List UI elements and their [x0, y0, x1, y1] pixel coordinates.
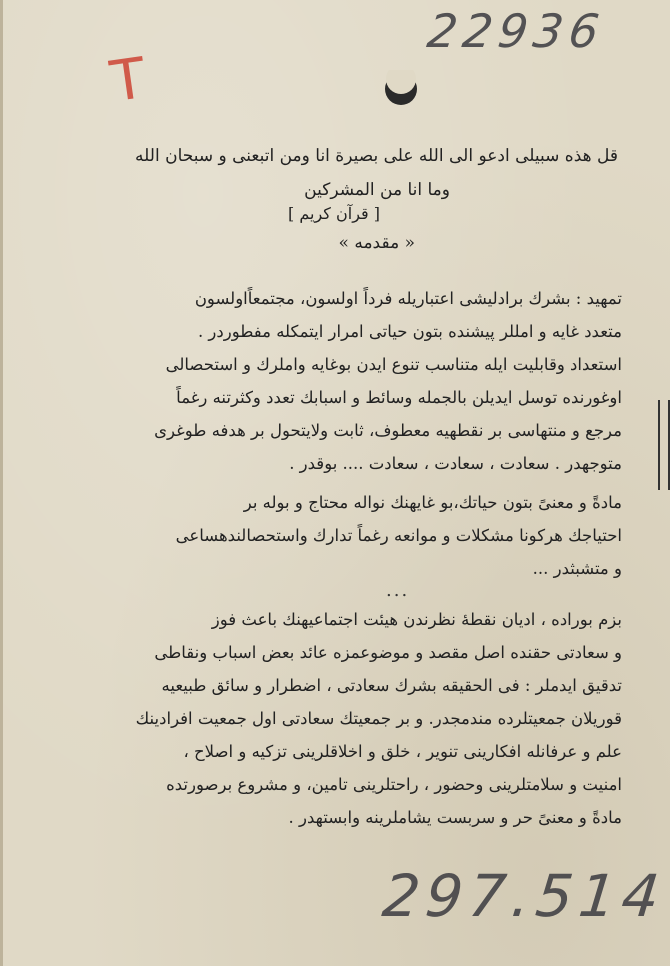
crescent-icon	[380, 70, 422, 112]
text-line: استعداد وقابليت ايله متناسب تنوع ايدن بوغايه واملرك و استحصالى	[165, 355, 622, 374]
verse-line-2: وما انا من المشركين	[304, 180, 450, 200]
text-line: مادةً و معنىً بتون حياتك،بو غايهنك نواله محتاج و بوله بر	[243, 493, 622, 512]
text-line: و متشبثدر ...	[532, 559, 622, 578]
red-pencil-mark: T	[106, 45, 150, 116]
text-line: امنيت و سلامتلرينى وحضور ، راحتلرينى تامين، و مشروع برصورتده	[166, 775, 622, 794]
text-line: علم و عرفانله افكارينى تنوير ، خلق و اخلاقلرينى تزكيه و اصلاح ،	[183, 742, 622, 761]
text-line: تمهيد : بشرك برادليشى اعتباريله فرداً اولسون، مجتمعاًاولسون	[194, 289, 622, 308]
text-line: تدقيق ايدملر : فى الحقيقه بشرك سعادتى ، اضطرار و سائق طبيعيه	[161, 676, 622, 695]
paragraph-1	[154, 282, 622, 480]
paragraph-2	[176, 486, 622, 585]
text-line: متوجهدر . سعادت ، سعادت ، سعادت .... بوقدر .	[289, 454, 622, 473]
binding-mark	[658, 400, 670, 490]
text-line: و سعادتى حقنده اصل مقصد و موضوعمزه عائد بعض اسباب ونقاطى	[154, 643, 622, 662]
text-line: مادةً و معنىً حر و سربست يشاملرينه وابستهدر .	[288, 808, 622, 827]
verse-source: [ قرآن كريم ]	[288, 204, 380, 223]
text-line: مرجع و منتهاسى بر نقطهيه معطوف، ثابت ولايتحول بر هدفه طوغرى	[154, 421, 622, 440]
text-line: متعدد غايه و امللر پيشنده بتون حياتى امرار ايتمكله مفطوردر .	[197, 322, 622, 341]
text-line: اوغورنده توسل ايديلن بالجمله وسائط و اسبابك تعدد وكثرتنه رغماً	[176, 388, 622, 407]
text-line: احتياجك هركونا مشكلات و موانعه رغماً تدارك واستحصالندهساعى	[175, 526, 622, 545]
paragraph-3	[136, 603, 622, 834]
catalog-number: 297.514	[379, 862, 669, 930]
section-separator: ...	[386, 580, 410, 601]
archive-number: 22936	[424, 4, 609, 58]
text-line: بزم بوراده ، اديان نقطهٔ نظرندن هيئت اجتماعيهنك باعث فوز	[211, 610, 622, 629]
verse-line-1: قل هذه سبيلى ادعو الى الله على بصيرة انا ومن اتبعنى و سبحان الله	[135, 146, 618, 166]
section-title: « مقدمه »	[338, 233, 415, 253]
text-line: قوريلان جمعيتلرده مندمجدر. و بر جمعيتك سعادتى اول جمعيت افرادينك	[135, 709, 622, 728]
